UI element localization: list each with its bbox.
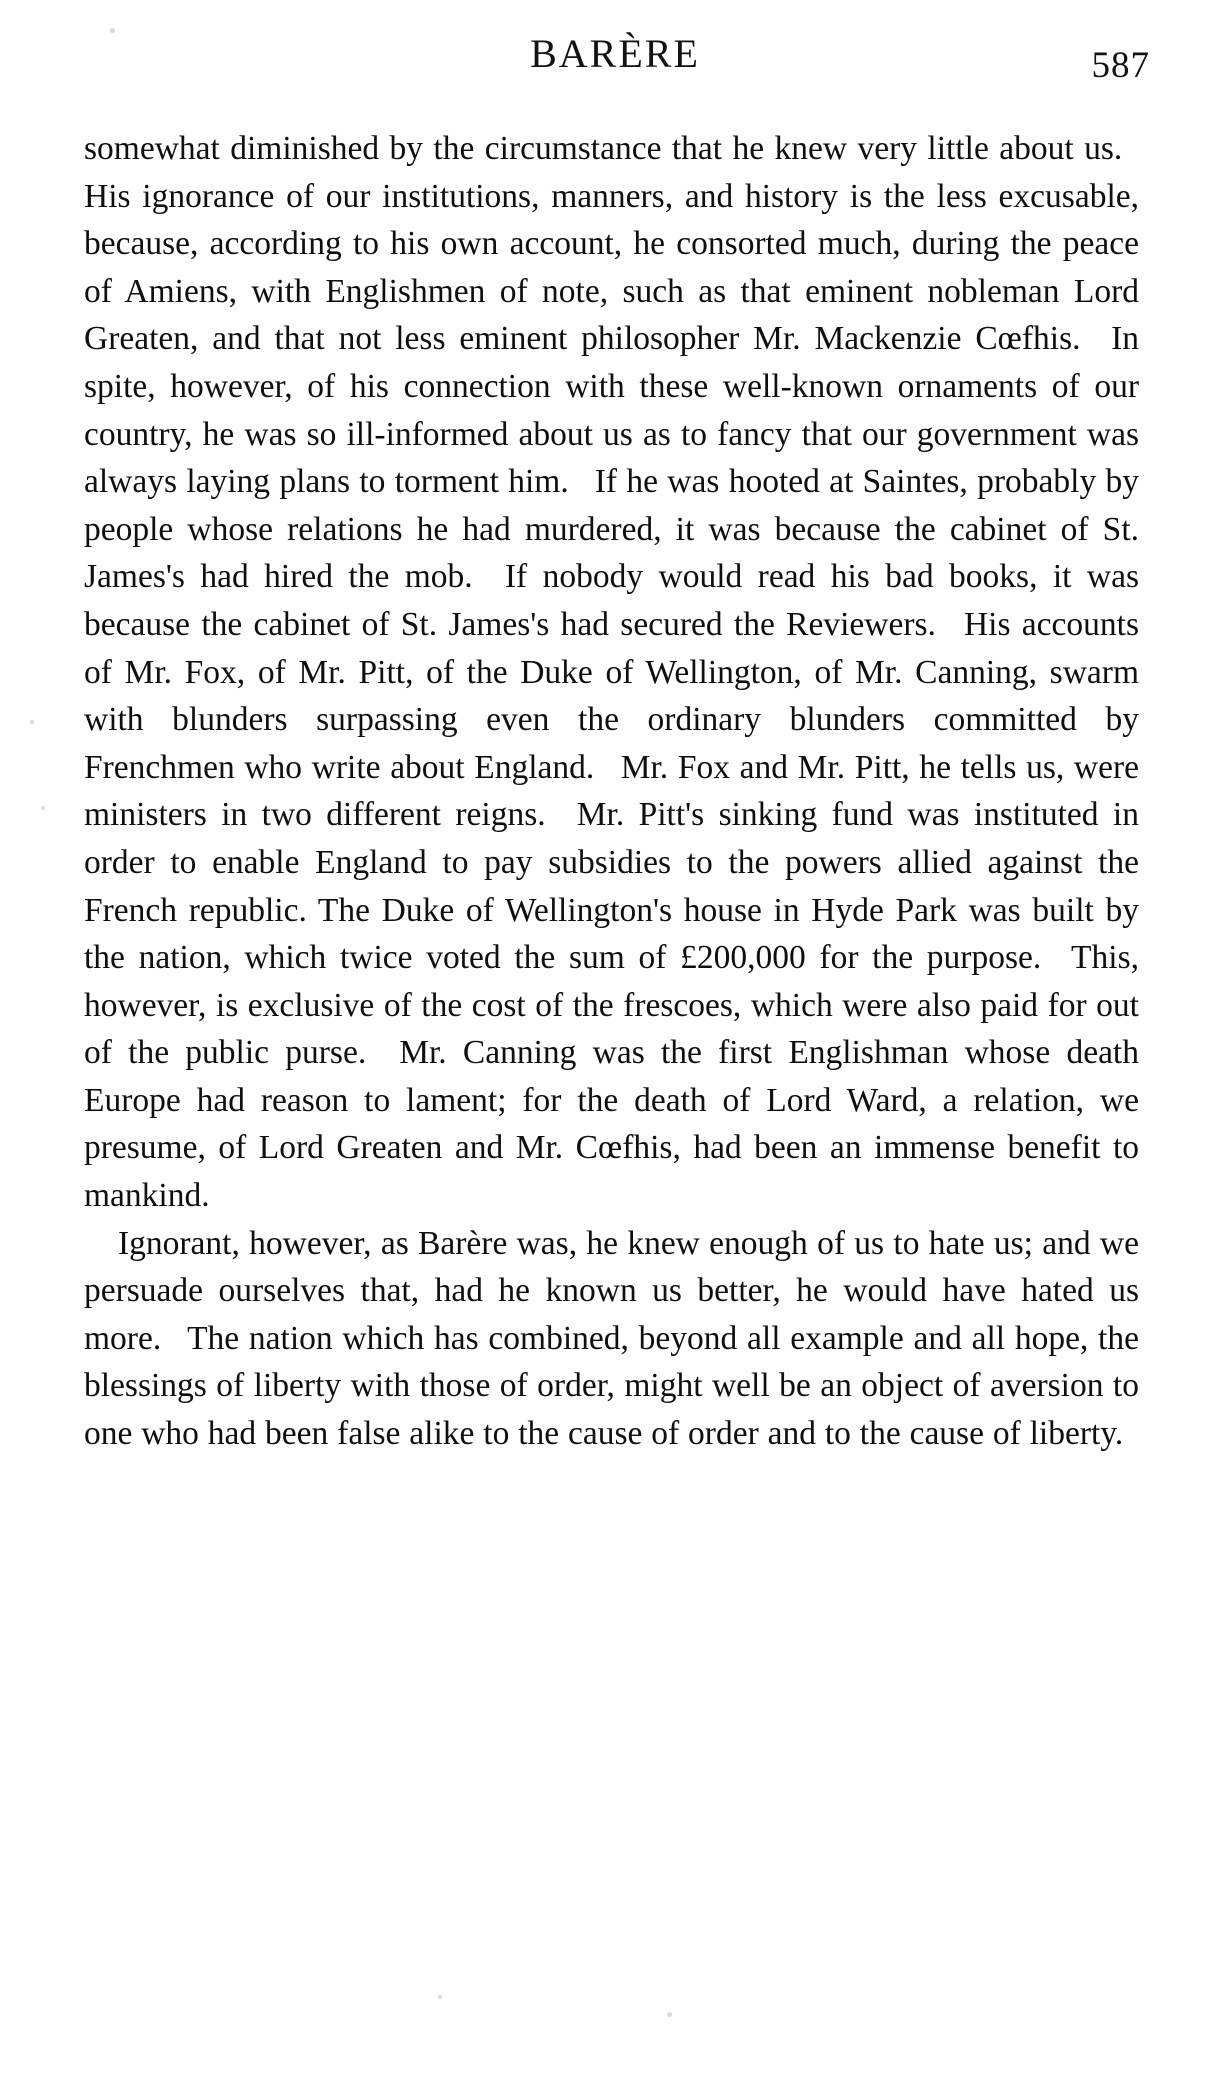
running-head: BARÈRE — [530, 31, 700, 76]
body-text — [84, 125, 1139, 1458]
scan-speck — [41, 806, 45, 810]
scan-speck — [667, 2012, 672, 2017]
scan-speck — [30, 720, 34, 724]
scan-speck — [438, 1995, 442, 1999]
paragraph: somewhat diminished by the circumstance that he knew very little about us. His ignorance of our institutions, manners, and history is the less excusable, because, according to his own account, he consorted much, during the peace of Amiens, with Englishmen of note, such as that eminent nobleman Lord Greaten, and that not less eminent philosopher Mr. Mackenzie Cœfhis. In spite, however, of his connection with these well-known ornaments of our country, he was so ill-informed about us as to fancy that our government was always laying plans to torment him. If he was hooted at Saintes, probably by people whose relations he had murdered, it was because the cabinet of St. James's had hired the mob. If nobody would read his bad books, it was because the cabinet of St. James's had secured the Reviewers. His accounts of Mr. Fox, of Mr. Pitt, of the Duke of Wellington, of Mr. Canning, swarm with blunders surpassing even the ordinary blunders committed by Frenchmen who write about England. Mr. Fox and Mr. Pitt, he tells us, were ministers in two different reigns. Mr. Pitt's sinking fund was instituted in order to enable England to pay subsidies to the powers allied against the French republic. The Duke of Wellington's house in Hyde Park was built by the nation, which twice voted the sum of £200,000 for the purpose. This, however, is exclusive of the cost of the frescoes, which were also paid for out of the public purse. Mr. Canning was the first Englishman whose death Europe had reason to lament; for the death of Lord Ward, a relation, we presume, of Lord Greaten and Mr. Cœfhis, had been an immense benefit to mankind. — [84, 130, 1139, 1215]
page-number: 587 — [1091, 45, 1150, 86]
paragraph: Ignorant, however, as Barère was, he knew enough of us to hate us; and we persuade ourselves that, had he known us better, he would have hated us more. The nation which has combined, beyond all example and all hope, the blessings of liberty with those of order, might well be an object of aversion to one who had been false alike to the cause of order and to the cause of liberty. — [84, 1224, 1139, 1453]
page-header — [80, 30, 1150, 100]
